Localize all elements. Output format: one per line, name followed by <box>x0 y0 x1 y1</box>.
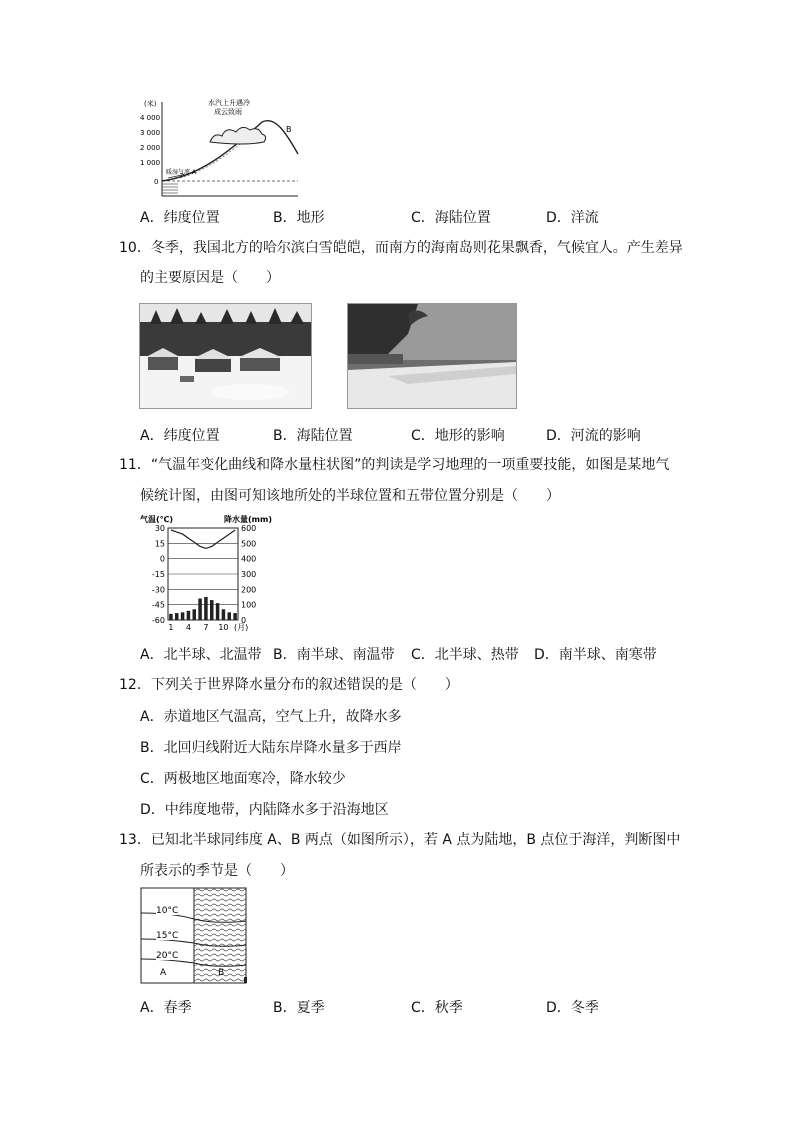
q9-option-d[interactable]: D．洋流 <box>546 210 599 226</box>
iso-label-20: 20°C <box>156 951 179 961</box>
q11-stem-line2: 候统计图，由图可知该地所处的半球位置和五带位置分别是（ ） <box>140 488 560 504</box>
chart-left-title: 气温(℃) <box>140 515 173 524</box>
annotation-top2: 成云致雨 <box>214 108 242 116</box>
precipitation-bar <box>228 612 232 620</box>
q13-stem-line2: 所表示的季节是（ ） <box>140 863 294 879</box>
x-tick-label: 1 <box>168 623 174 632</box>
q13-stem-line1: 13．已知北半球同纬度 A、B 两点（如图所示），若 A 点为陆地，B 点位于海洋，判断图中 <box>119 832 681 848</box>
q10-stem-line1: 10．冬季，我国北方的哈尔滨白雪皑皑，而南方的海南岛则花果飘香，气候宜人。产生差异 <box>119 240 683 256</box>
point-a-label: A <box>160 968 167 978</box>
point-b-label: B <box>218 968 225 978</box>
annotation-top: 水汽上升遇冷 <box>208 99 250 107</box>
q10-option-a[interactable]: A．纬度位置 <box>140 428 220 444</box>
left-tick-label: 30 <box>154 524 165 533</box>
precipitation-bar <box>216 603 220 620</box>
precipitation-bar <box>204 597 208 620</box>
climate-chart <box>138 512 274 634</box>
precipitation-bar <box>210 600 214 620</box>
right-tick-label: 300 <box>241 570 257 579</box>
q10-option-c[interactable]: C．地形的影响 <box>411 428 505 444</box>
q10-stem-line2: 的主要原因是（ ） <box>140 270 280 286</box>
right-tick-label: 600 <box>241 524 257 533</box>
q11-option-d[interactable]: D．南半球、南寒带 <box>534 647 657 663</box>
precipitation-bar <box>187 611 191 620</box>
harbin-snow-photo <box>139 303 312 409</box>
right-tick-label: 0 <box>241 616 247 625</box>
precipitation-bar <box>233 613 237 620</box>
y-unit-label: (米) <box>144 100 157 108</box>
y-tick-2000: 2 000 <box>140 144 161 152</box>
precipitation-bar <box>222 609 226 620</box>
q11-stem-line1: 11．“气温年变化曲线和降水量柱状图”的判读是学习地理的一项重要技能，如图是某地气 <box>119 457 670 473</box>
cloud-icon <box>210 127 266 144</box>
y-tick-4000: 4 000 <box>140 114 161 122</box>
left-tick-label: -15 <box>151 570 165 579</box>
q12-option-b[interactable]: B．北回归线附近大陆东岸降水量多于西岸 <box>140 740 402 756</box>
x-unit-label: (月) <box>234 623 249 632</box>
q12-option-d[interactable]: D．中纬度地带，内陆降水多于沿海地区 <box>140 802 389 818</box>
x-tick-label: 10 <box>218 623 229 632</box>
temperature-curve <box>171 530 235 548</box>
x-tick-label: 7 <box>203 623 209 632</box>
precipitation-bar <box>198 599 202 620</box>
label-b: B <box>286 125 292 134</box>
right-tick-label: 200 <box>241 585 257 595</box>
label-airflow: 暖湿气流 A <box>166 169 197 176</box>
left-tick-label: -60 <box>151 616 165 625</box>
left-tick-label: -45 <box>151 600 165 610</box>
q9-option-c[interactable]: C．海陆位置 <box>411 210 491 226</box>
q13-option-d[interactable]: D．冬季 <box>546 1000 599 1016</box>
orographic-rain-figure <box>140 96 310 200</box>
iso-label-10: 10°C <box>156 906 179 916</box>
q12-option-a[interactable]: A．赤道地区气温高，空气上升，故降水多 <box>140 709 402 725</box>
q13-option-b[interactable]: B．夏季 <box>273 1000 325 1016</box>
y-tick-1000: 1 000 <box>140 159 161 167</box>
iso-label-15: 15°C <box>156 931 179 941</box>
y-tick-3000: 3 000 <box>140 129 161 137</box>
x-tick-label: 4 <box>185 623 191 632</box>
q13-option-a[interactable]: A．春季 <box>140 1000 192 1016</box>
precipitation-bar <box>181 612 185 620</box>
q11-option-b[interactable]: B．南半球、南温带 <box>273 647 395 663</box>
q9-option-b[interactable]: B．地形 <box>273 210 325 226</box>
isotherm-land-sea-figure <box>140 887 250 985</box>
right-tick-label: 100 <box>241 600 257 610</box>
chart-right-title: 降水量(mm) <box>224 515 272 524</box>
q11-option-c[interactable]: C．北半球、热带 <box>411 647 519 663</box>
q13-option-c[interactable]: C．秋季 <box>411 1000 463 1016</box>
q10-option-d[interactable]: D．河流的影响 <box>546 428 641 444</box>
right-tick-label: 500 <box>241 539 257 549</box>
precipitation-bar <box>193 609 197 620</box>
hainan-beach-photo <box>347 303 517 409</box>
q10-option-b[interactable]: B．海陆位置 <box>273 428 353 444</box>
left-tick-label: 15 <box>154 539 165 549</box>
left-tick-label: -30 <box>151 585 165 595</box>
q12-stem: 12．下列关于世界降水量分布的叙述错误的是（ ） <box>119 677 459 693</box>
left-tick-label: 0 <box>159 554 165 564</box>
q12-option-c[interactable]: C．两极地区地面寒冷，降水较少 <box>140 771 346 787</box>
q9-option-a[interactable]: A．纬度位置 <box>140 210 220 226</box>
q11-option-a[interactable]: A．北半球、北温带 <box>140 647 262 663</box>
right-tick-label: 400 <box>241 554 257 564</box>
precipitation-bar <box>175 613 179 620</box>
precipitation-bar <box>169 614 172 620</box>
y-tick-0: 0 <box>154 178 159 186</box>
